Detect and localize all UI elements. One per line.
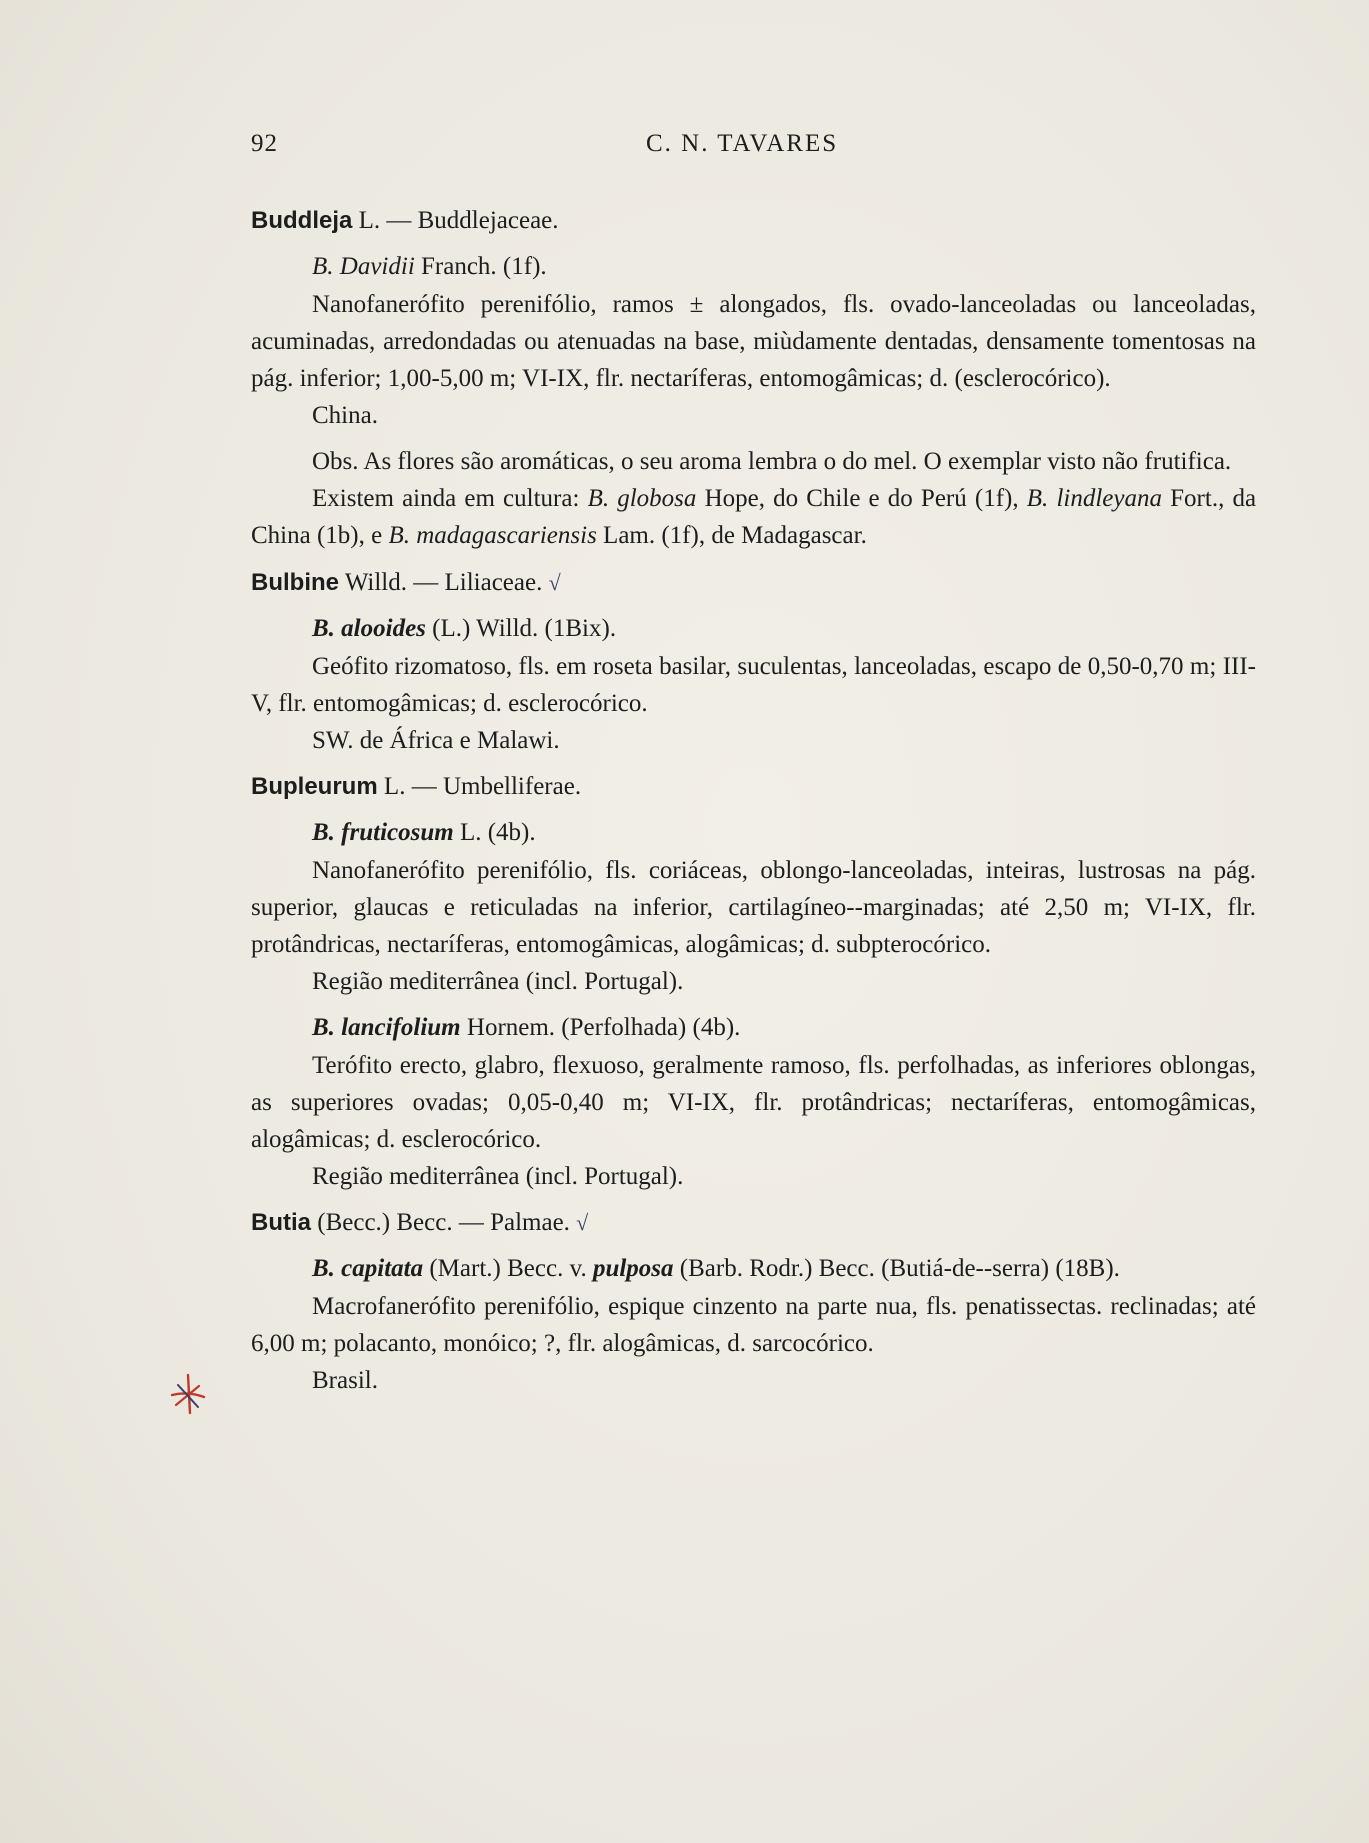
genus-heading [251,768,1256,805]
species-name: B. capitata [312,1255,424,1282]
species-authority: Hornem. (Perfolhada) (4b). [466,1014,741,1041]
species-description: Nanofanerófito perenifólio, fls. coriáceas, oblongo-lanceoladas, inteiras, lustrosas na pág. superior, glaucas e reticuladas na inferior, cartilagíneo--marginadas; até 2,50 m; VI-IX, flr. protândricas, nectaríferas, entomogâmicas, alogâmicas; d. subpterocórico. [251,857,1256,958]
species-authority: (L.) Willd. (1Bix). [432,615,617,642]
species-heading [312,1009,1256,1046]
species-distribution: SW. de África e Malawi. [312,727,560,754]
handwritten-check-icon: √ [576,1210,589,1235]
genus-name: Bulbine [251,569,339,596]
entry-buddleja [251,202,1256,554]
genus-family: L. — Buddlejaceae. [358,207,559,234]
genus-heading [251,202,1256,239]
species-authority: Franch. (1f). [421,253,547,280]
species-name: B. alooides [312,615,426,642]
species-heading [312,814,1256,851]
species-heading [251,1250,1256,1287]
species-name: B. lancifolium [312,1014,461,1041]
species-authority: L. (4b). [459,819,536,846]
cultivated-species-name: B. lindleyana [1026,485,1162,512]
handwritten-star-mark-icon [168,1373,208,1417]
species-distribution: Região mediterrânea (incl. Portugal). [312,968,684,995]
species-distribution: Região mediterrânea (incl. Portugal). [312,1163,684,1190]
entry-bulbine [251,564,1256,759]
species-name: B. Davidii [312,253,415,280]
cultivated-text: Existem ainda em cultura: [312,485,580,512]
variety-name: pulposa [592,1255,674,1282]
genus-heading [251,1204,1256,1241]
species-description: Nanofanerófito perenifólio, ramos ± alongados, fls. ovado-lanceoladas ou lanceoladas, acuminadas, arredondadas ou atenuadas na base, miùdamente dentadas, densamente tomentosas na pág. inferior; 1,00-5,00 m; VI-IX, flr. nectaríferas, entomogâmicas; d. (esclerocórico). [251,291,1256,392]
running-title: C. N. TAVARES [646,130,839,157]
running-head [251,130,1257,166]
species-heading [312,610,1256,647]
species-description: Geófito rizomatoso, fls. em roseta basilar, suculentas, lanceoladas, escapo de 0,50-0,70 m; III-V, flr. entomogâmicas; d. esclerocórico. [251,653,1256,717]
cultivated-species-name: B. madagascariensis [388,522,597,549]
species-authority: (Mart.) Becc. v. [429,1255,587,1282]
entry-bupleurum [251,768,1256,1195]
species-distribution: Brasil. [312,1367,378,1394]
genus-family: Willd. — Liliaceae. [344,569,543,596]
page-number: 92 [251,130,278,157]
species-heading [312,248,1256,285]
cultivated-text: Hope, do Chile e do Perú (1f), [704,485,1019,512]
genus-name: Butia [251,1209,311,1236]
handwritten-check-icon: √ [548,570,561,595]
genus-name: Bupleurum [251,773,378,800]
species-name: B. fruticosum [312,819,454,846]
entry-butia [251,1204,1256,1399]
genus-name: Buddleja [251,207,353,234]
page-body [251,202,1256,1408]
observation-note: Obs. As flores são aromáticas, o seu aroma lembra o do mel. O exemplar visto não frutifica. [312,448,1232,475]
species-distribution: China. [312,402,378,429]
cultivated-text: Fort., da China (1b), e [251,485,1257,549]
cultivated-text: Lam. (1f), de Madagascar. [603,522,867,549]
genus-family: L. — Umbelliferae. [383,773,582,800]
cultivated-species-note [251,480,1256,554]
species-authority: (Barb. Rodr.) Becc. (Butiá-de--serra) (18B). [679,1255,1120,1282]
genus-family: (Becc.) Becc. — Palmae. [317,1209,570,1236]
genus-heading [251,564,1256,601]
species-description: Macrofanerófito perenifólio, espique cinzento na parte nua, fls. penatissectas. reclinadas; até 6,00 m; polacanto, monóico; ?, flr. alogâmicas, d. sarcocórico. [251,1293,1256,1357]
species-description: Terófito erecto, glabro, flexuoso, geralmente ramoso, fls. perfolhadas, as inferiores oblongas, as superiores ovadas; 0,05-0,40 m; VI-IX, flr. protândricas; nectaríferas, entomogâmicas, alogâmicas; d. esclerocórico. [251,1052,1256,1153]
cultivated-species-name: B. globosa [587,485,697,512]
